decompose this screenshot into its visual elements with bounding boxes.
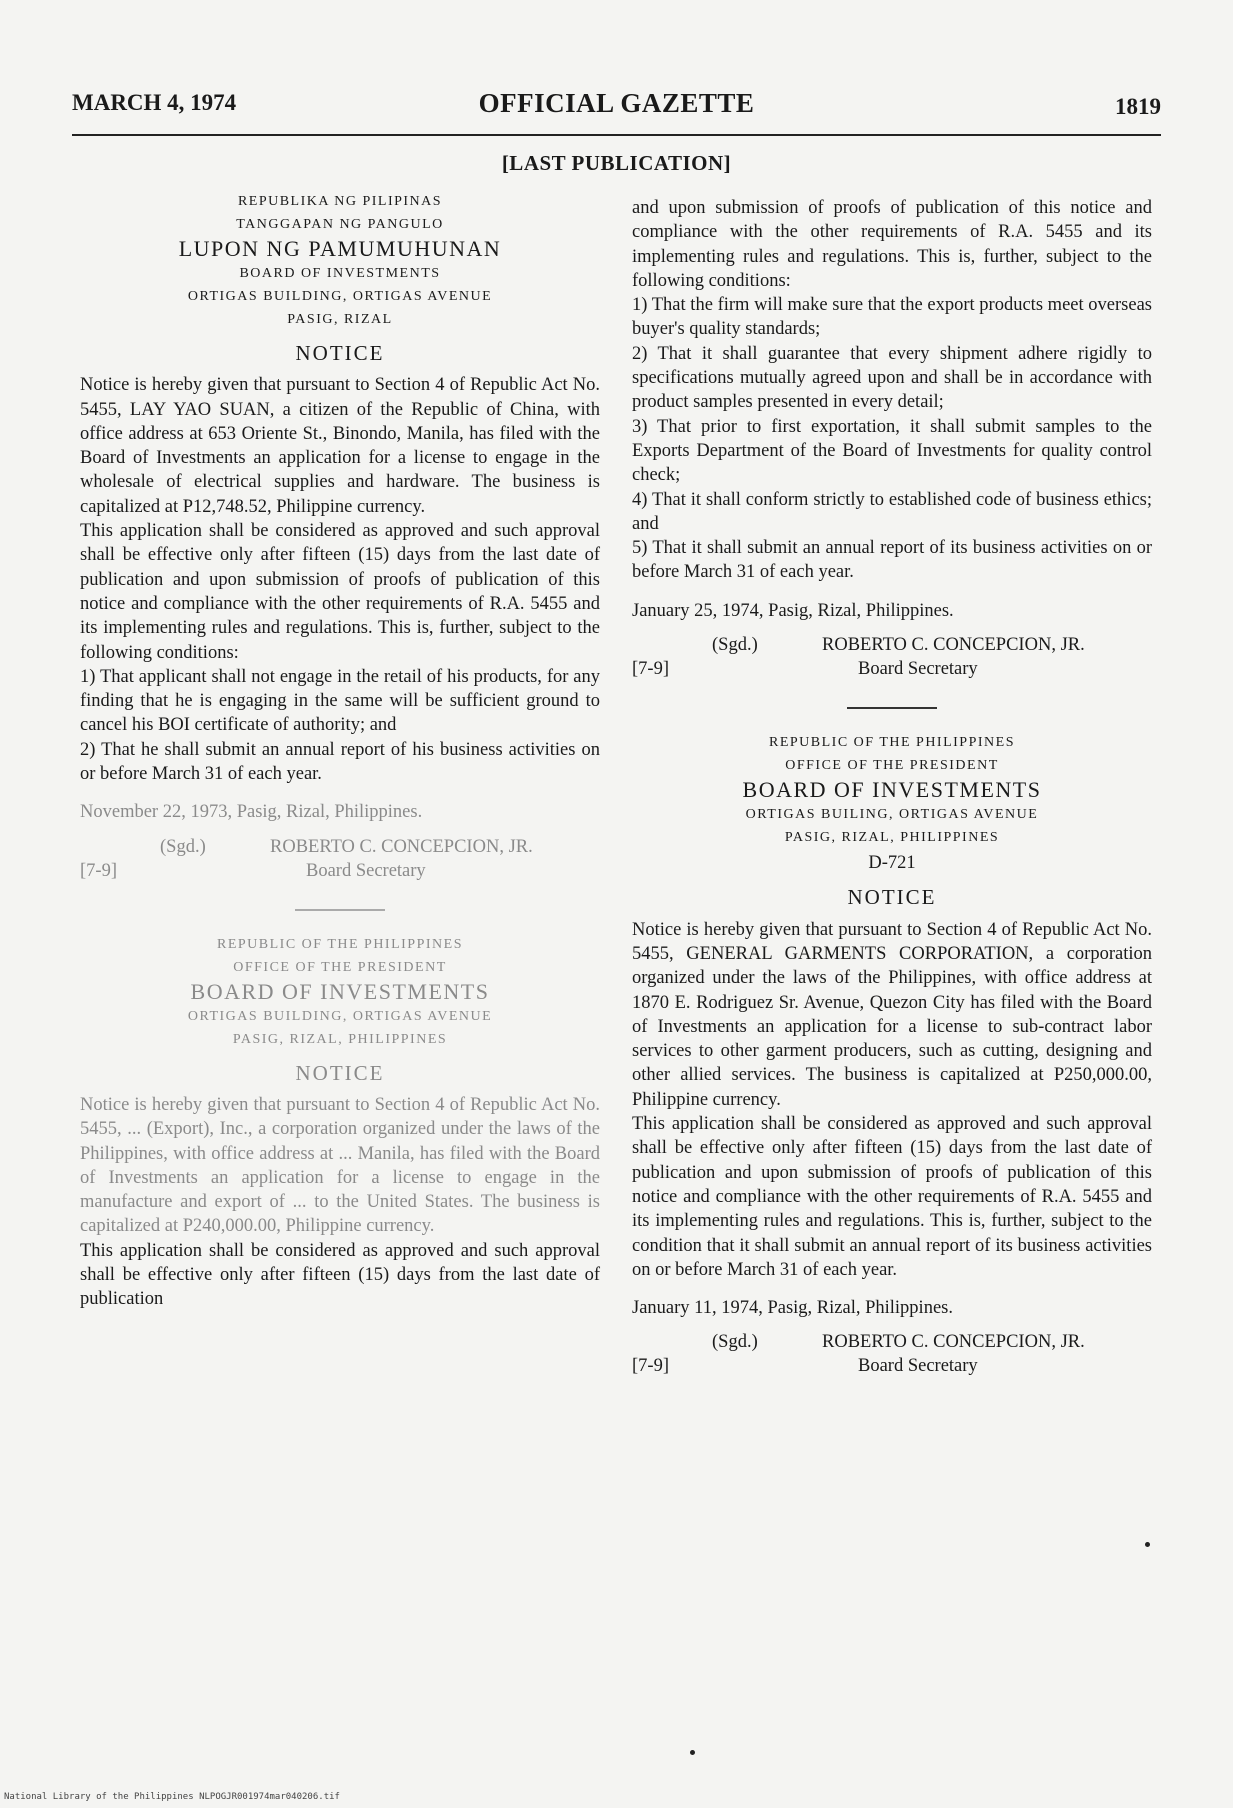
notice1-heading-line3: LUPON NG PAMUMUHUNAN — [178, 236, 502, 261]
notice3-heading-line2: OFFICE OF THE PRESIDENT — [785, 758, 999, 774]
notice3-heading-line3: BOARD OF INVESTMENTS — [742, 777, 1042, 803]
continued-paragraph: and upon submission of proofs of publication of this notice and compliance with the other requirements of R.A. 5455 and its implementing rules and regulations. This is, further, subject to the following conditions: — [632, 198, 1152, 291]
ink-speck — [690, 1750, 695, 1755]
notice2-heading-line2: OFFICE OF THE PRESIDENT — [233, 959, 447, 975]
notice1-publication-ref: [7-9] — [80, 860, 117, 881]
notice1-signer: ROBERTO C. CONCEPCION, JR. — [270, 836, 533, 857]
issue-date: MARCH 4, 1974 — [72, 90, 237, 115]
notice3-publication-ref: [7-9] — [632, 1356, 669, 1377]
continued-sgd: (Sgd.) — [712, 635, 758, 656]
notice1-paragraph1: Notice is hereby given that pursuant to Section 4 of Republic Act No. 5455, LAY YAO SUAN, a citizen of the Republic of China, with office address at 653 Oriente St., Binondo, Manila, has filed with the Board of Investments an application for a license to engage in the wholesale of electrical supplies and hardware. The business is capitalized at P12,748.52, Philippine currency. — [80, 375, 600, 517]
notice3-document-number: D-721 — [868, 853, 916, 874]
notice1-dateline: November 22, 1973, Pasig, Rizal, Philippines. — [80, 802, 423, 823]
notice1-signer-role: Board Secretary — [306, 860, 426, 881]
notice3-signer: ROBERTO C. CONCEPCION, JR. — [822, 1332, 1085, 1353]
last-publication-label: [LAST PUBLICATION] — [501, 151, 732, 175]
notice2-heading-line3: BOARD OF INVESTMENTS — [190, 978, 490, 1004]
notice3-title: NOTICE — [847, 885, 937, 910]
notice-separator — [295, 909, 385, 911]
scan-footer: National Library of the Philippines NLPOGJR001974mar040206.tif — [4, 1792, 340, 1802]
notice3-heading-line1: REPUBLIC OF THE PHILIPPINES — [769, 735, 1015, 751]
right-column — [632, 196, 1152, 1382]
notice3-dateline: January 11, 1974, Pasig, Rizal, Philippines. — [632, 1298, 953, 1319]
notice3-paragraph2: This application shall be considered as approved and such approval shall be effective only after fifteen (15) days from the last date of publication and upon submission of proofs of publication of this notice and compliance with the other requirements of R.A. 5455 and its implementing rules and regulations. This is, further, subject to the condition that it shall submit an annual report of its business activities on or before March 31 of each year. — [632, 1114, 1152, 1280]
ink-speck — [1145, 1542, 1150, 1547]
notice2-paragraph1: Notice is hereby given that pursuant to Section 4 of Republic Act No. 5455, ... (Export), Inc., a corporation organized under the laws of the Philippines, with office address at ... Manila, has filed with the Board of Investments an application for a license to engage in the manufacture and export of ... to the United States. The business is capitalized at P240,000.00, Philippine currency. — [80, 1094, 600, 1237]
notice1-heading-line5: ORTIGAS BUILDING, ORTIGAS AVENUE — [187, 289, 493, 304]
notice1-heading-line6: PASIG, RIZAL — [287, 312, 393, 327]
notice1-paragraph2: This application shall be considered as approved and such approval shall be effective only after fifteen (15) days from the last date of publication and upon submission of proofs of publication of this notice and compliance with the other requirements of R.A. 5455 and its implementing rules and regulations. This is, further, subject to the following conditions: — [80, 521, 600, 663]
notice2-heading-line1: REPUBLIC OF THE PHILIPPINES — [217, 936, 463, 952]
page-number: 1819 — [1115, 94, 1161, 119]
continued-condition4: 4) That it shall conform strictly to established code of business ethics; and — [632, 489, 1152, 534]
notice3-signer-role: Board Secretary — [858, 1356, 978, 1377]
continued-signer: ROBERTO C. CONCEPCION, JR. — [822, 635, 1085, 656]
notice2-title: NOTICE — [295, 1060, 385, 1085]
continued-condition2: 2) That it shall guarantee that every shipment adhere rigidly to specifications mutually agreed upon and shall be in accordance with product samples presented in every detail; — [632, 343, 1152, 413]
continued-condition3: 3) That prior to first exportation, it shall submit samples to the Exports Department of the Board of Investments for quality control check; — [632, 416, 1152, 486]
left-column — [80, 190, 600, 1312]
continued-condition1: 1) That the firm will make sure that the export products meet overseas buyer's quality standards; — [632, 295, 1152, 340]
notice2-heading-line4: ORTIGAS BUILDING, ORTIGAS AVENUE — [187, 1008, 493, 1024]
continued-signature — [632, 633, 1152, 685]
notice1-heading-line2: TANGGAPAN NG PANGULO — [236, 217, 444, 232]
continued-signer-role: Board Secretary — [858, 659, 978, 680]
header-rule — [72, 134, 1161, 136]
notice2-block — [80, 933, 600, 1239]
continued-publication-ref: [7-9] — [632, 659, 669, 680]
notice-separator-right — [847, 707, 937, 709]
notice2-paragraph2: This application shall be considered as approved and such approval shall be effective only after fifteen (15) days from the last date of publication — [80, 1240, 600, 1310]
publication-title: OFFICIAL GAZETTE — [478, 88, 755, 118]
notice1-heading-line4: BOARD OF INVESTMENTS — [239, 266, 441, 281]
notice2-heading-line5: PASIG, RIZAL, PHILIPPINES — [232, 1031, 448, 1047]
notice3-paragraph1: Notice is hereby given that pursuant to Section 4 of Republic Act No. 5455, GENERAL GARMENTS CORPORATION, a corporation organized under the laws of the Philippines, with office address at 1870 E. Rodriguez Sr. Avenue, Quezon City has filed with the Board of Investments an application for a license to sub-contract labor services to other garment producers, such as cutting, designing and other allied services. The business is capitalized at P250,000.00, Philippine currency. — [632, 919, 1152, 1110]
notice3-sgd: (Sgd.) — [712, 1332, 758, 1353]
page-header — [72, 88, 1161, 128]
notice1-title: NOTICE — [295, 341, 385, 365]
continued-condition5: 5) That it shall submit an annual report of its business activities on or before March 31 of each year. — [632, 538, 1152, 583]
notice1-sgd: (Sgd.) — [160, 836, 206, 857]
notice3-heading-line5: PASIG, RIZAL, PHILIPPINES — [784, 830, 1000, 846]
notice1-condition2: 2) That he shall submit an annual report of his business activities on or before March 31 of each year. — [80, 739, 600, 785]
notice3-signature — [632, 1330, 1152, 1382]
notice1-signature — [80, 835, 600, 887]
notice3-heading-line4: ORTIGAS BUILING, ORTIGAS AVENUE — [745, 807, 1039, 823]
notice1-condition1: 1) That applicant shall not engage in the retail of his products, for any finding that he is engaging in the same will be sufficient ground to cancel his BOI certificate of authority; and — [80, 666, 600, 736]
continued-dateline: January 25, 1974, Pasig, Rizal, Philippines. — [632, 600, 954, 621]
notice1-heading-line1: REPUBLIKA NG PILIPINAS — [237, 194, 443, 209]
